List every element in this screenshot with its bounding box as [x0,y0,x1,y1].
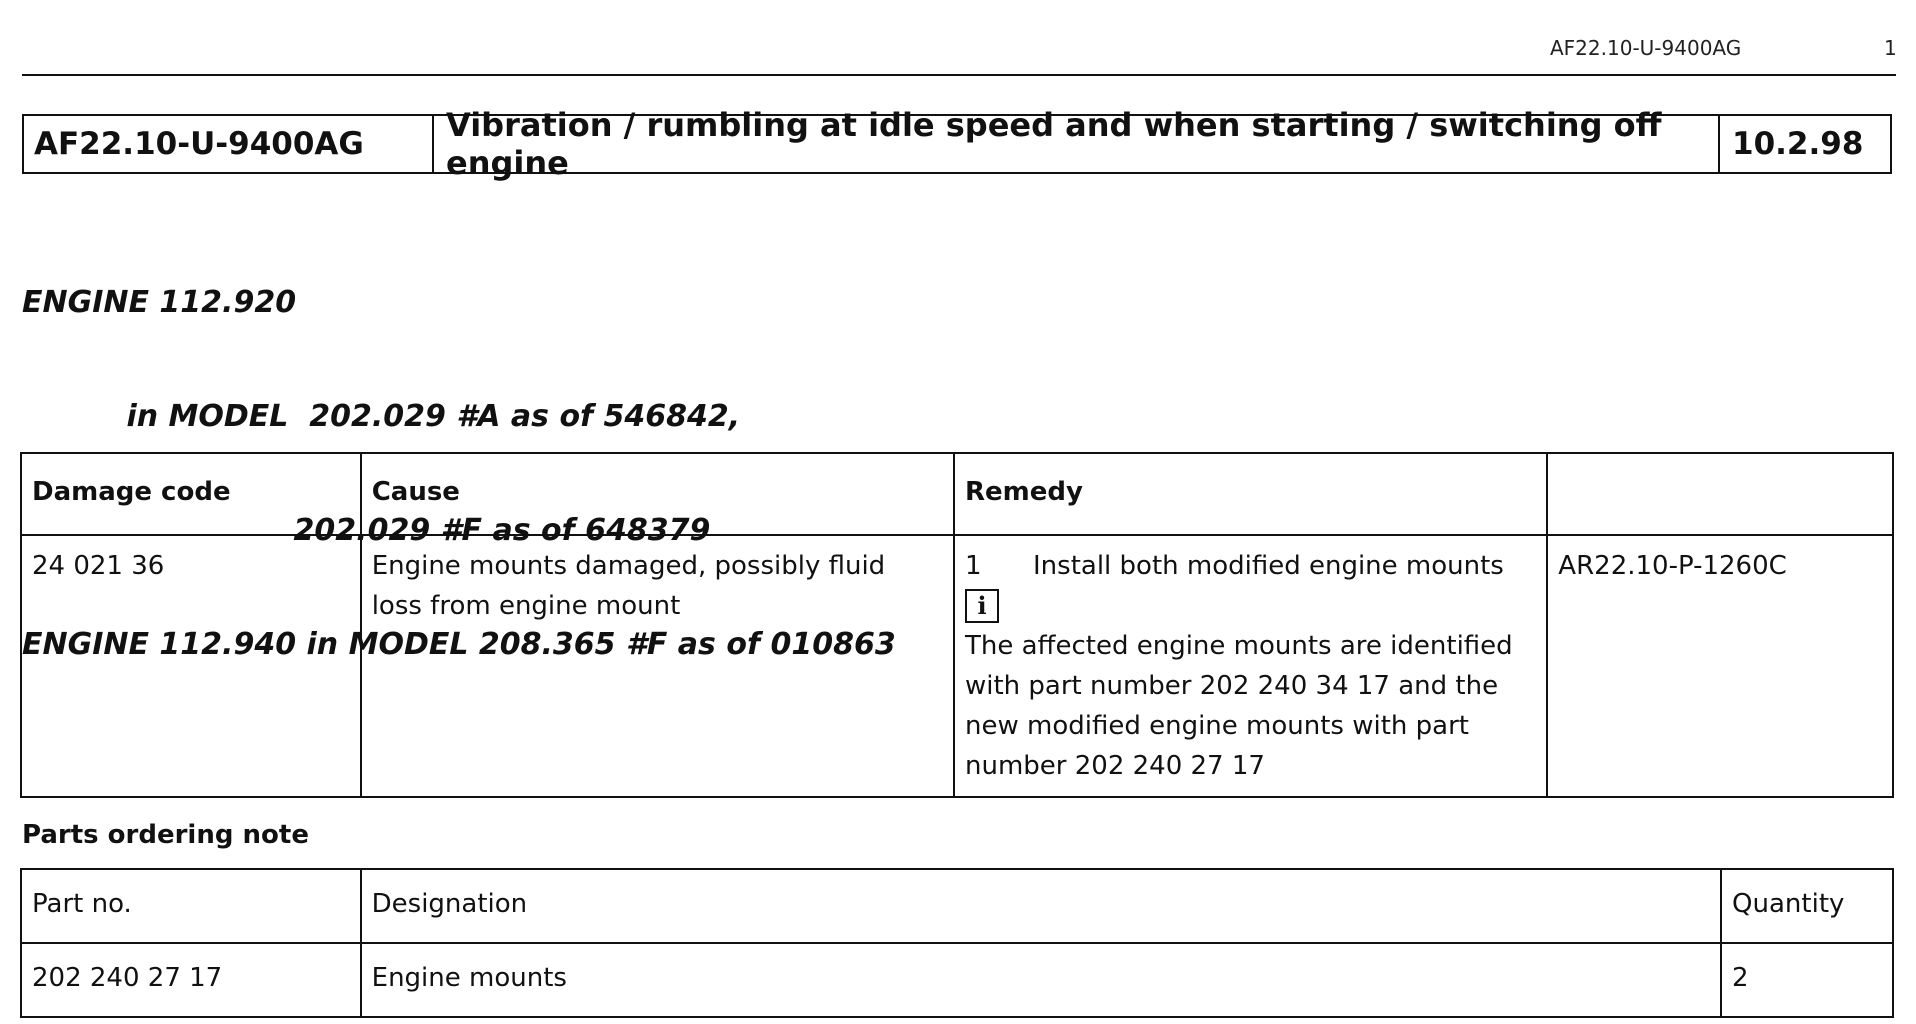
header-rule [22,74,1896,76]
document-title [434,106,1720,182]
table-row [21,943,1893,1017]
engine-line-4: ENGINE 112.940 in MODEL 208.365 #F as of 010863 [22,627,896,662]
header-cause: Cause [361,453,954,535]
document-date: 10.2.98 [1732,126,1864,162]
remedy-step-number: 1 [965,551,982,581]
engine-line-1: ENGINE 112.920 [22,285,297,320]
quantity-cell: 2 [1721,943,1893,1017]
parts-header-row [21,869,1893,943]
table-row [21,535,1893,797]
header-damage-code: Damage code [21,453,361,535]
damage-table [20,452,1894,798]
engine-line-3: 202.029 #F as of 648379 [22,513,711,548]
title-box [22,106,1892,182]
document-title-text: Vibration / rumbling at idle speed and when starting / switching off engine [446,106,1662,182]
header-remedy: Remedy [954,453,1547,535]
header-part-no: Part no. [21,869,361,943]
header-designation: Designation [361,869,1721,943]
parts-table [20,868,1894,1018]
info-icon[interactable]: i [965,589,999,623]
engine-line-2: in MODEL 202.029 #A as of 546842, [22,399,741,434]
damage-code-cell: 24 021 36 [21,535,361,797]
part-no-cell: 202 240 27 17 [21,943,361,1017]
parts-ordering-label: Parts ordering note [22,820,309,850]
designation-cell: Engine mounts [361,943,1721,1017]
header-reference [1547,453,1893,535]
damage-table-header-row [21,453,1893,535]
remedy-note: The affected engine mounts are identified with part number 202 240 34 17 and the new modified engine mounts with part number 202 240 27 17 [965,631,1513,781]
header-quantity: Quantity [1721,869,1893,943]
remedy-cell [954,535,1547,797]
cause-cell: Engine mounts damaged, possibly fluid loss from engine mount [361,535,954,797]
running-header-code: AF22.10-U-9400AG [1550,36,1742,60]
remedy-step-action: Install both modified engine mounts [1033,551,1504,581]
remedy-step [965,546,1536,586]
reference-link[interactable]: AR22.10-P-1260C [1547,535,1893,797]
document-code: AF22.10-U-9400AG [24,116,434,172]
page-number: 1 [1884,36,1897,60]
